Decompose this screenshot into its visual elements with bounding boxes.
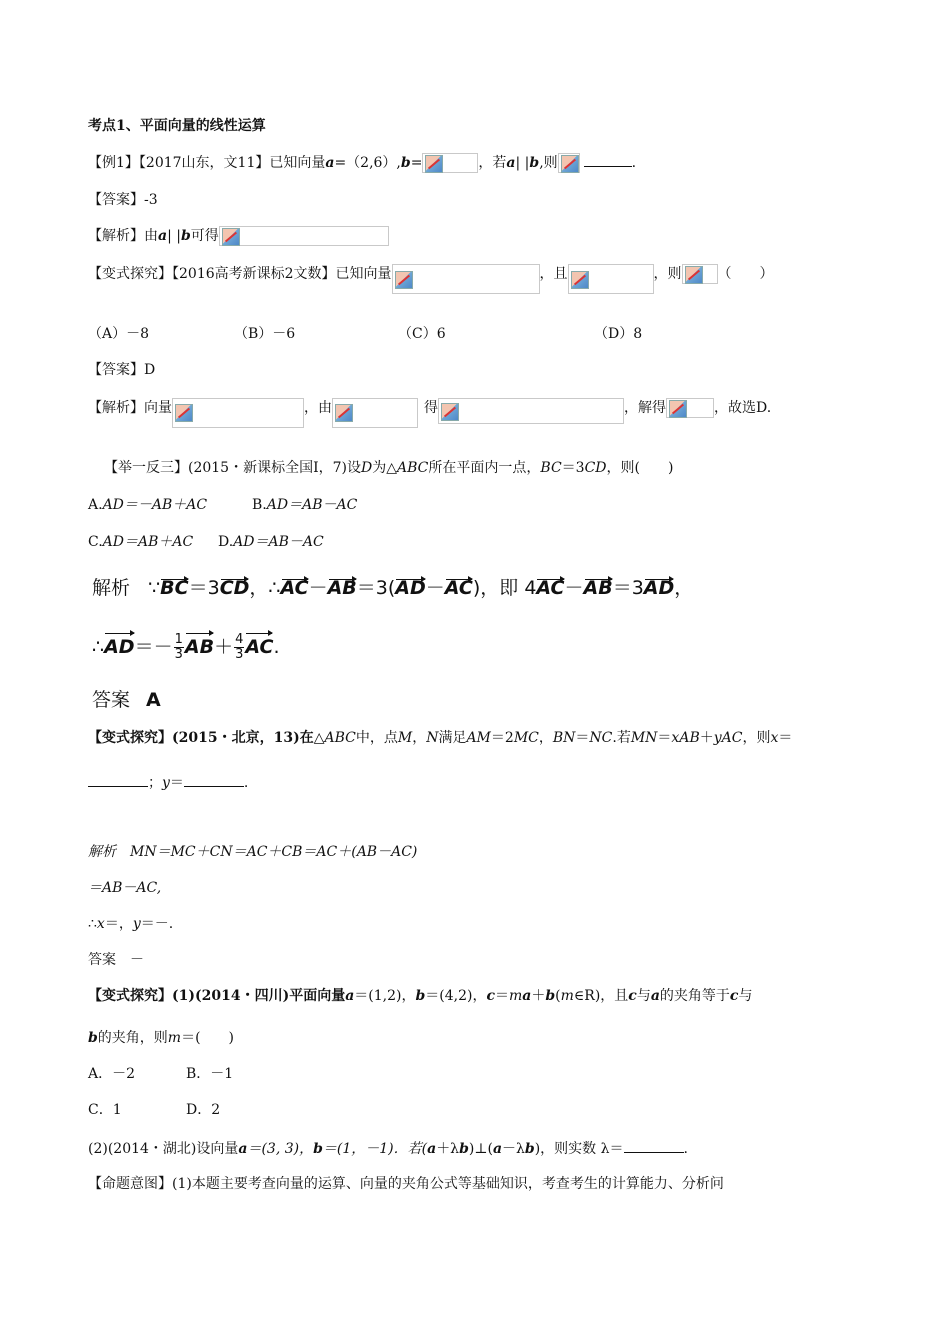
- var-b: b: [529, 155, 540, 171]
- solution-2: [88, 398, 771, 428]
- variant-text: ，: [412, 730, 427, 746]
- variant-2: [88, 728, 792, 748]
- a-value: =（2,6）,: [334, 155, 401, 171]
- formula-image: [568, 264, 654, 294]
- broken-image-icon: [175, 404, 193, 422]
- point-m: M: [397, 730, 413, 746]
- var-a: a: [158, 228, 168, 244]
- formula-image: [332, 398, 418, 428]
- variant-text: ＋: [531, 988, 546, 1004]
- question-2: [88, 1138, 688, 1159]
- formula-image: [666, 398, 714, 418]
- var-b: b: [400, 155, 411, 171]
- var-c: c: [729, 988, 739, 1004]
- daan-value: A: [146, 689, 161, 711]
- variant-text: ＝: [575, 730, 590, 746]
- var-b: b: [459, 1141, 469, 1157]
- variant-text: 与: [636, 988, 651, 1004]
- question-text: ＝3: [561, 460, 585, 476]
- math-text: －: [425, 577, 445, 599]
- var-b: b: [415, 988, 426, 1004]
- broken-image-icon: [222, 228, 240, 246]
- variant-text: ＝: [495, 988, 510, 1004]
- choice-text: AD＝AB－AC: [266, 497, 358, 513]
- answer-2: 【答案】D: [88, 362, 156, 378]
- choice-text: AD＝－AB＋AC: [102, 497, 208, 513]
- var-b: b: [545, 988, 556, 1004]
- variant-text: ＝2: [490, 730, 514, 746]
- var-x: x: [770, 730, 779, 746]
- var-a: a: [650, 988, 660, 1004]
- variant-text: .若: [612, 730, 631, 746]
- math-text: ＝，: [104, 916, 133, 932]
- numerator: 1: [174, 632, 183, 647]
- section-heading: 考点1、平面向量的线性运算: [88, 118, 266, 134]
- variant-text: 【变式探究】(2015・北京，13)在△: [88, 730, 325, 746]
- segment-am: AM: [466, 730, 491, 746]
- option-b: （B）－6: [234, 326, 296, 342]
- vector-ac: AC: [536, 577, 565, 599]
- solution-3-line-3: [88, 914, 173, 934]
- variant-text: (: [555, 988, 561, 1004]
- question-text: ＋λ: [436, 1141, 460, 1157]
- var-c: c: [486, 988, 496, 1004]
- segment-mc: MC: [513, 730, 539, 746]
- period: .: [243, 775, 249, 791]
- variant-text: ＝(1,2)，: [354, 988, 416, 1004]
- period: .: [631, 155, 637, 171]
- option-3a: A．－2: [88, 1066, 136, 1082]
- variant-text: 的夹角等于: [659, 988, 730, 1004]
- solution-text: 可得: [190, 228, 219, 244]
- math-text: ＝3: [188, 577, 220, 599]
- broken-image-icon: [441, 403, 459, 421]
- vector-ad: AD: [395, 577, 426, 599]
- vector-bc: BC: [160, 577, 189, 599]
- choice-label: D.: [218, 534, 234, 550]
- choice-d: [218, 532, 324, 552]
- solution-text: 【解析】由: [88, 228, 158, 244]
- broken-image-icon: [395, 271, 413, 289]
- segment-cd: CD: [584, 460, 607, 476]
- var-b: b: [88, 1030, 98, 1046]
- question-text: ＝(3, 3)，: [247, 1141, 314, 1157]
- option-d: （D）8: [594, 326, 643, 342]
- parallel-sign: | |: [167, 228, 181, 244]
- answer-paren: （ ）: [717, 266, 774, 282]
- choice-a: [88, 495, 207, 515]
- period: .: [683, 1141, 688, 1157]
- choice-label: B.: [252, 497, 267, 513]
- variant-text: 【变式探究】(1)(2014・四川)平面向量: [88, 988, 346, 1004]
- var-y: y: [132, 916, 141, 932]
- var-m: m: [509, 988, 523, 1004]
- var-b: b: [313, 1141, 323, 1157]
- cond-text: ，若: [478, 155, 507, 171]
- variant-text: ＋: [699, 730, 714, 746]
- answer-1: 【答案】-3: [88, 192, 158, 208]
- therefore-sign: ∴: [92, 636, 105, 658]
- equals: =: [410, 155, 423, 171]
- var-a: a: [506, 155, 516, 171]
- var-a: a: [325, 155, 335, 171]
- var-m: m: [167, 1030, 182, 1046]
- choice-text: AD＝AB＋AC: [102, 534, 194, 550]
- variant-text: ，则: [742, 730, 771, 746]
- denominator: 3: [235, 647, 244, 662]
- vector-ab: AB: [185, 632, 214, 662]
- math-text: ＝3(: [356, 577, 396, 599]
- formula-image: [422, 153, 478, 173]
- option-c: （C）6: [398, 326, 446, 342]
- solution-3-line-1: 解析 MN＝MC＋CN＝AC＋CB＝AC＋(AB－AC): [88, 844, 418, 860]
- answer-blank-y: [184, 772, 244, 787]
- variant-text: 中，点: [355, 730, 398, 746]
- solution-text: ，故选D.: [714, 400, 772, 416]
- therefore-sign: ∴: [88, 916, 97, 932]
- broken-image-icon: [561, 155, 579, 173]
- math-text: ，: [674, 577, 694, 599]
- formula-image: [172, 398, 304, 428]
- point-n: N: [426, 730, 439, 746]
- solution-3-line-2: ＝AB－AC,: [88, 880, 162, 896]
- solution-text: ，解得: [624, 400, 666, 416]
- segment-bn: BN: [552, 730, 576, 746]
- variant-text: 的夹角，则: [97, 1030, 168, 1046]
- variant-text: ＝: [778, 730, 793, 746]
- option-3d: D．2: [186, 1102, 221, 1118]
- parallel-sign: | |: [515, 155, 530, 171]
- vector-ad: AD: [643, 577, 675, 599]
- variant-text: ，且: [539, 266, 568, 282]
- var-a: a: [522, 988, 532, 1004]
- math-text: ＝－: [134, 636, 173, 658]
- variant-text: ＝: [657, 730, 672, 746]
- numerator: 4: [235, 632, 244, 647]
- vector-ab: AB: [583, 577, 613, 599]
- math-text: －: [308, 577, 328, 599]
- option-a: （A）－8: [88, 326, 150, 342]
- var-x: x: [96, 916, 105, 932]
- var-b: b: [524, 1141, 535, 1157]
- solution-text: 【解析】向量: [88, 400, 172, 416]
- math-text: ＝3: [612, 577, 644, 599]
- jiexi-label: 解析: [92, 577, 131, 599]
- var-a: a: [345, 988, 355, 1004]
- math-text: ＝－.: [140, 916, 174, 932]
- var-d: D: [361, 460, 373, 476]
- math-text: ，∴: [249, 577, 281, 599]
- variant-3-line-2: [88, 1028, 234, 1048]
- vector-cd: CD: [219, 577, 250, 599]
- formula-image: [558, 153, 580, 173]
- var-a: a: [492, 1141, 503, 1157]
- var-y: y: [713, 730, 722, 746]
- formula-image: [682, 264, 718, 284]
- equals: ＝: [169, 775, 184, 791]
- variant-text: ，: [538, 730, 553, 746]
- broken-image-icon: [335, 404, 353, 422]
- math-text: ＋: [214, 636, 234, 658]
- semicolon: ；: [148, 775, 162, 791]
- solution-text: ，由: [304, 400, 332, 416]
- daan-label: 答案: [92, 689, 131, 711]
- var-b: b: [180, 228, 191, 244]
- var-a: a: [238, 1141, 248, 1157]
- formula-image: [392, 264, 540, 294]
- variant-text: ∈R)，且: [573, 988, 629, 1004]
- vector-ad: AD: [104, 632, 134, 662]
- option-3c: C．1: [88, 1102, 122, 1118]
- solution-1: [88, 226, 389, 246]
- choice-c: [88, 532, 193, 552]
- solution-image-answer: [92, 690, 161, 710]
- solution-image-line-2: [92, 632, 279, 662]
- practice-question: [104, 458, 673, 478]
- question-text: 【举一反三】(2015・新课标全国Ⅰ，7)设: [104, 460, 361, 476]
- option-3b: B．－1: [186, 1066, 234, 1082]
- variant-text: 与: [738, 988, 753, 1004]
- question-text: 所在平面内一点，: [428, 460, 541, 476]
- var-m: m: [560, 988, 574, 1004]
- question-text: (2)(2014・湖北)设向量: [88, 1141, 239, 1157]
- question-text: ＝(1，－1)．若(: [322, 1141, 428, 1157]
- vector-ac: AC: [245, 632, 273, 662]
- example-1-tag: 【例1】【2017山东，文11】已知向量: [88, 155, 326, 171]
- variant-3: [88, 986, 752, 1006]
- triangle-abc: ABC: [324, 730, 356, 746]
- vector-ac: AC: [280, 577, 309, 599]
- choice-label: A.: [88, 497, 103, 513]
- answer-3: 答案 －: [88, 952, 144, 968]
- choice-text: AD＝AB－AC: [233, 534, 324, 550]
- segment-ac: AC: [721, 730, 743, 746]
- formula-image: [219, 226, 389, 246]
- broken-image-icon: [425, 155, 443, 173]
- triangle-abc: ABC: [397, 460, 429, 476]
- variant-text: 满足: [438, 730, 467, 746]
- variant-text: ，则: [653, 266, 682, 282]
- var-y: y: [162, 775, 170, 791]
- choice-label: C.: [88, 534, 103, 550]
- question-text: )⊥(: [468, 1141, 493, 1157]
- variant-text: ＝(4,2)，: [425, 988, 487, 1004]
- segment-nc: NC: [589, 730, 613, 746]
- var-a: a: [427, 1141, 437, 1157]
- because-sign: ∵: [148, 577, 161, 599]
- choice-b: [252, 495, 357, 515]
- math-text: .: [273, 636, 280, 658]
- fraction-one-third: [174, 633, 184, 662]
- answer-blank-x: [88, 772, 148, 787]
- segment-ab: AB: [679, 730, 700, 746]
- var-c: c: [628, 988, 637, 1004]
- variant-text: 【变式探究】【2016高考新课标2文数】已知向量: [88, 266, 392, 282]
- solution-text: 得: [424, 400, 438, 416]
- denominator: 3: [174, 647, 183, 662]
- variant-text: ＝( ): [181, 1030, 235, 1046]
- broken-image-icon: [669, 400, 687, 418]
- question-text: ，则( ): [606, 460, 674, 476]
- solution-image-line-1: [92, 578, 693, 598]
- question-text: 为△: [372, 460, 398, 476]
- answer-blank: [624, 1138, 684, 1153]
- segment-bc: BC: [540, 460, 562, 476]
- answer-blank: [584, 152, 632, 167]
- formula-image: [438, 398, 624, 424]
- vector-ac: AC: [444, 577, 473, 599]
- fraction-four-thirds: [234, 633, 244, 662]
- cond-text: ,则: [539, 155, 558, 171]
- var-x: x: [671, 730, 680, 746]
- question-text: )，则实数 λ＝: [534, 1141, 624, 1157]
- vector-ab: AB: [327, 577, 357, 599]
- math-text: )，即 4: [472, 577, 537, 599]
- broken-image-icon: [685, 266, 703, 284]
- example-1: [88, 152, 636, 173]
- variant-1: [88, 264, 774, 294]
- segment-mn: MN: [630, 730, 658, 746]
- intent-note: 【命题意图】(1)本题主要考查向量的运算、向量的夹角公式等基础知识，考查考生的计算能力、分析问: [88, 1176, 724, 1192]
- question-text: －λ: [502, 1141, 525, 1157]
- math-text: －: [564, 577, 584, 599]
- broken-image-icon: [571, 271, 589, 289]
- variant-2-blanks: [88, 772, 248, 793]
